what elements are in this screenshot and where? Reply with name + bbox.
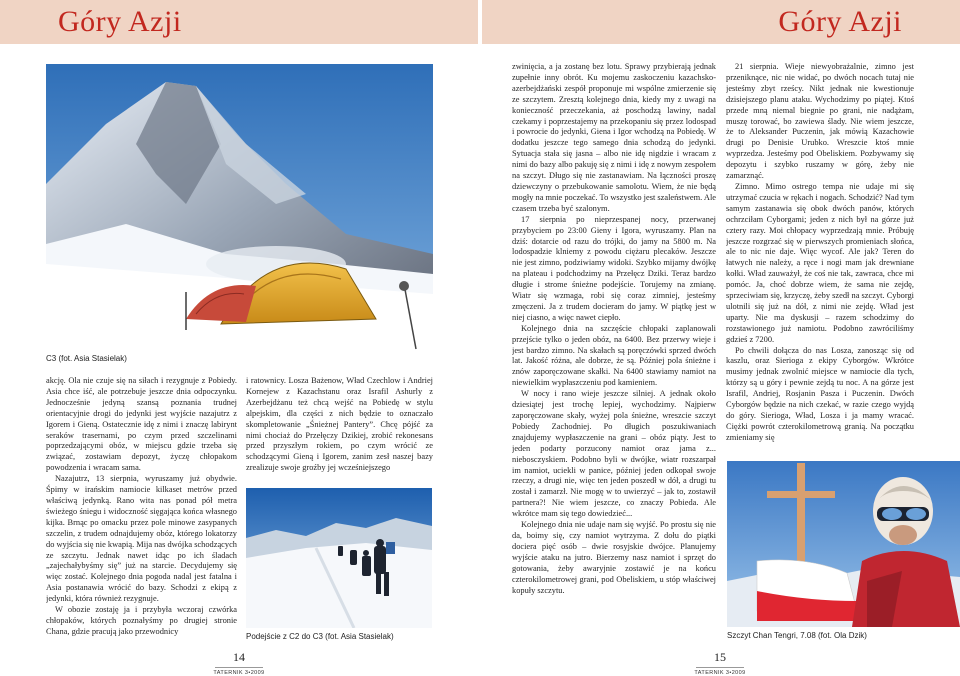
summit-photo-caption: Szczyt Chan Tengri, 7.08 (fot. Ola Dzik) <box>727 631 867 640</box>
main-photo <box>46 64 433 352</box>
journal-name: TATERNIK 3•2009 <box>694 670 746 676</box>
page-title-right: Góry Azji <box>778 5 902 38</box>
summit-photo <box>727 461 960 627</box>
paragraph: akcję. Ola nie czuje się na siłach i rezygnuje z Pobiedy. Asia chce iść, ale potrzebuje jeszcze dnia odpoczynku. Jednocześnie jedyną szansą poznania trudnej orientacyjnie drogi do jedynki jest wyjście nazajutrz z Igorem i Gieną. Ostatecznie idę z nimi i znaczę labirynt seraków trasernami, po czym przed szczelinami poprzedzającymi obóz, w miejscu gdzie trzeba się związać, zostawiam depozyt, życzę chłopakom powodzenia i wracam sama. <box>46 376 237 473</box>
paragraph: 21 sierpnia. Wieje niewyobrażalnie, zimno jest przeniknące, nic nie widać, po dwóch nocach tutaj nie jesteśmy zbyt rześcy. Nikt jednak nie kwestionuje dzisiejszego planu ataku. Wychodzimy po piątej. Ktoś przede mną niemal biegnie po grani, nie nadążam, muszę torować, bo zawiewa ślady. Nie wiem jeszcze, że to Aleksander Puczenin, jak mówią Kazachowie drugi po Denisie Urubko. Wreszcie ktoś mnie wyprzedza. Jesteśmy pod Obeliskiem. Pozbywamy się depozytu i szybko ruszamy w górę, żeby nie zamarznąć. <box>726 62 914 181</box>
paragraph: W obozie zostaję ja i przybyła wczoraj czwórka chłopaków, których poznałyśmy po drugiej stronie Chana, gdzie pracują jako przewodnicy <box>46 605 237 636</box>
folio-divider <box>215 667 263 668</box>
page-number: 15 <box>714 650 726 664</box>
page-number-left <box>209 650 269 676</box>
text-column-4 <box>726 62 914 452</box>
paragraph: i ratownicy. Losza Bażenow, Wład Czechlow i Andriej Kornejew z Kazachstanu oraz Israfil Ashurly z Azerbejdżanu też chcą wejść na Pobiedę w stylu alpejskim, dla części z nich będzie to oznaczało skompletowanie „Śnieżnej Pantery”. Chcę pójść za nimi chociaż do Przełęczy Dzikiej, zrobić rekonesans przed przyszłym rokiem, po czym wrócić ze schodzącymi Gieną i Igorem, zanim zesł naszej bazy zrealizuje swoje groźby jej wcześniejszego <box>246 376 433 473</box>
climbers-photo-caption: Podejście z C2 do C3 (fot. Asia Stasielak) <box>246 632 394 641</box>
page-gutter <box>478 0 482 676</box>
folio-divider <box>696 667 744 668</box>
paragraph: 17 sierpnia po nieprzespanej nocy, przerwanej przybyciem po 23:00 Gieny i Igora, wyruszamy. Plan na dziś: dotarcie od razu do trójki, do jamy na 5800 m. Na lodospadzie klniemy z powodu ciężaru plecaków. Jeszcze nie jest zimno, podziwiamy widoki. Szybko mijamy dwójkę na plateau i podchodzimy na Przełęcz Dziki. Teraz bardzo długie i strome śnieżne podejście. Torujemy na zmianę. Wiatr się wzmaga, robi się coraz zimniej, jesteśmy zmęczeni. Ja z trudem docieram do jamy. W piątkę jest w niej ciasno, a więc nawet ciepło. <box>512 214 716 322</box>
page-number: 14 <box>233 650 245 664</box>
paragraph: Nazajutrz, 13 sierpnia, wyruszamy już obydwie. Śpimy w irańskim namiocie kilkaset metrów przed właściwą jedynką. Rano wita nas ponad pół metra świeżego śniegu i widoczność sięgająca końca własnego kijka. Brnąc po omacku przez pole minowe zasypanych szczelin, z trudem odnajdujemy obóz, którego lokatorzy do wyjścia się nie kwapią. Mija nas dwójka schodzących ze szczytu. Jednak nawet idąc po ich śladach „zajechałybyśmy się” już na starcie. Decydujemy się więc zostać. Kolejnego dnia pogoda nadal jest fatalna i Asia postanawia wrócić do bazy. Schodzi z ekipą z jedynki, która również rezygnuje. <box>46 474 237 604</box>
header-bar-left <box>0 0 478 44</box>
paragraph: W nocy i rano wieje jeszcze silniej. A jednak około dziesiątej jest trochę lepiej, wychodzimy. Najpierw zaporęczowane skały, wyżej pola śnieżne, wreszcie szczyt Pobiedy Zachodniej. Po długich poszukiwaniach znajdujemy wypłaszczenie na grani – obóz piąty. Jest to jeden podarty porzucony namiot oraz jama z... niebosczyskiem. Podobno byli w dwójke, wiatr rozszarpał im namiot, uciekli w panice, później jeden odkopał swoje rzeczy, a drugi nie, więc ten jeden poszedł w dół, a drugi tu został i zamarzł. Nie mogę w to uwierzyć – jak to, zostawił partnera?! Nie wiem jeszcze, co znaczy Pobieda. Ale wkrótce mam się tego dowiedzieć... <box>512 389 716 519</box>
page-title-left: Góry Azji <box>58 5 182 38</box>
paragraph: Po chwili dołącza do nas Losza, zanosząc się od kaszlu, oraz Sierioga z ekipy Cyborgów. Wkrótce musimy jednak zwolnić miejsce w namiocie dla tych, którzy są u góry i pewnie zejdą tu noc. A na górze jest Israfil, Andriej, Rosjanin Pasza i Puczenin. Dwóch Cyborgów będzie na nich czekać, w razie czego wyjdą do góry. Sierioga, Wład, Losza i ja mamy wracać. Ciężki powrót czterokilometrową granią. Na początku zmieniamy się <box>726 345 914 442</box>
text-column-2 <box>246 376 433 478</box>
paragraph: Kolejnego dnia nie udaje nam się wyjść. Po prostu się nie da, boimy się, czy namiot wytrzyma. Z dołu do piątki docierа pięć osób – dwie rosyjskie dwójce. Planujemy wyjście ataku na jutro. Bierzemy nasz namiot i sprzęt do gotowania, żeby awaryjnie zostawić je na końcu czterokilometrowej grani, pod Obeliskiem, u stóp właściwej kopuły szczytu. <box>512 520 716 595</box>
climbers-photo <box>246 488 432 628</box>
header-bar-right <box>482 0 960 44</box>
page-number-right <box>690 650 750 676</box>
paragraph: Kolejnego dnia na szczęście chłopaki zaplanowali przejście tylko o jeden obóz, na 6400. Bez przerwy wieje i jest bardzo zimno. Na skałach są poręczówki sprzed dwóch lat. Jakość różna, ale dobrze, że są. Później pola śnieżne i znów zaporęczowane skałki. Na 6400 stawiamy namiot na niewielkim wypłaszczeniu pod kamieniem. <box>512 323 716 388</box>
text-column-1 <box>46 376 237 638</box>
paragraph: zwinięcia, a ja zostanę bez lotu. Sprawy przybierają jednak zupełnie inny obrót. Ku mojemu zaskoczeniu kazachsko-azerbejdżański zespół proponuje mi wspólne zmierzenie się ze szczytem. Zresztą kolejnego dnia, kiedy my z uwagi na konieczność przeczekania, aż poschodzą lawiny, nadal czekamy i poprzestajemy na przekopaniu się przez lodospad i powrocie do jedynki, Giena i Igor wchodzą na Pobiedę. W dodatku jeszcze tego samego dnia schodzą do jedynki. Sytuacja stała się jasna – albo nie idę nigdzie i wracam z nimi do bazy albo pakuję się z nimi i idę z nowym zespołem na szczyt. Długo się nie zastanawiam. Na łączności proszę dziewczyny o przebukowanie samolotu. Wiem, że nie będą mogły na mnie poczekać. To wszystko jest szaleństwem. Ale czasem trzeba być szalonym. <box>512 62 716 213</box>
journal-name: TATERNIK 3•2009 <box>213 670 265 676</box>
paragraph: Zimno. Mimo ostrego tempa nie udaje mi się utrzymać czucia w rękach i nogach. Schodzić? Nad tym samym zastanawia się obok dwóch panów, których ochrzciłam Cyborgami; jeden z nich był na górze już cztery razy. Moi chłopacy wyprzedzają mnie. Próbuję jeszcze rozgrzać się w pierwszych promieniach słońca, ale to nic nie daje. Więc wycof. Ale jak? Teren do łatwych nie należy, a ręce i nogi mam jak drewniane kołki. Wład zauważył, że coś nie tak, zawraca, chce mi pomóc. Ja, choć dobrze wiem, że sama nie zejdę, sprzeciwiam się, krzyczę, żeby szedł na szczyt. Cyborgi ulotnili się już na dół, z nimi nie zejdę. Wład jest uparty. Nie ma dyskusji – razem schodzimy do rozstawionego już namiotu. Podobno zawróciliśmy gdzieś z 7200. <box>726 181 914 344</box>
text-column-3 <box>512 62 716 642</box>
main-photo-caption: C3 (fot. Asia Stasielak) <box>46 354 127 363</box>
